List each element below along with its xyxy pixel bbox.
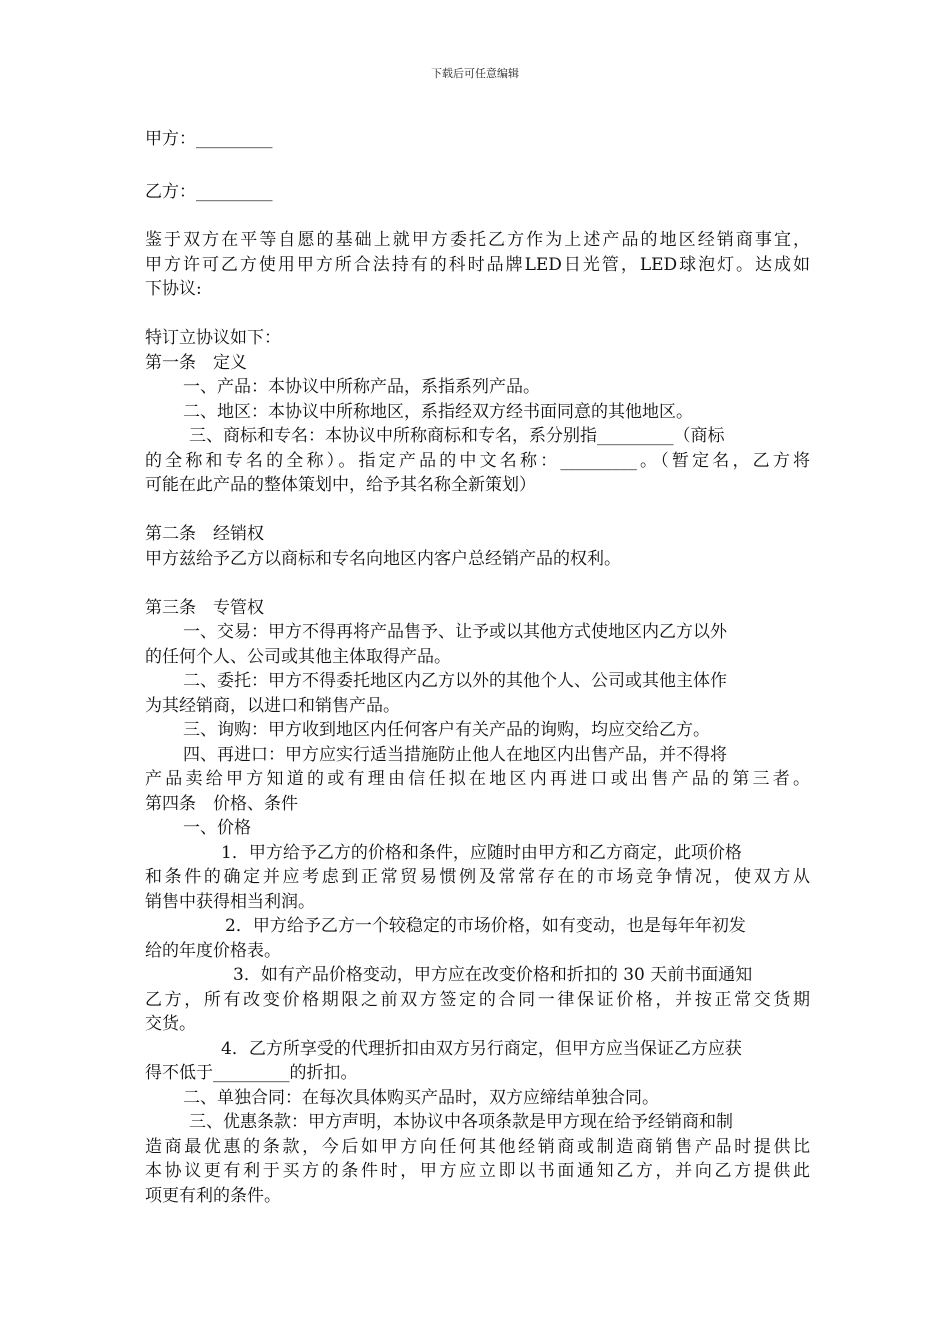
article-heading: 第一条 定义 (145, 353, 247, 373)
clause-line: 的全称和专名的全称）。指定产品的中文名称：_________。（暂定名，乙方将 (145, 451, 810, 471)
clause-line: 三、询购：甲方收到地区内任何客户有关产品的询购，均应交给乙方。 (183, 720, 710, 740)
clause-line: 3．如有产品价格变动，甲方应在改变价格和折扣的 30 天前书面通知 (233, 965, 753, 985)
clause-line: 二、地区：本协议中所称地区，系指经双方经书面同意的其他地区。 (183, 402, 693, 422)
page-header: 下载后可任意编辑 (431, 67, 519, 80)
clause-line: 本协议更有利于买方的条件时，甲方应立即以书面通知乙方，并向乙方提供此 (145, 1161, 810, 1181)
clause-line: 1．甲方给予乙方的价格和条件，应随时由甲方和乙方商定，此项价格 (221, 843, 742, 863)
clause-line: 交货。 (145, 1014, 196, 1034)
article-heading: 第二条 经销权 (145, 524, 264, 544)
sub-heading: 一、价格 (183, 818, 251, 838)
clause-line: 项更有利的条件。 (145, 1186, 281, 1206)
clause-line: 为其经销商，以进口和销售产品。 (145, 696, 400, 716)
clause-line: 得不低于_________的折扣。 (145, 1063, 358, 1083)
clause-line: 一、产品：本协议中所称产品，系指系列产品。 (183, 377, 540, 397)
clause-line: 乙方，所有改变价格期限之前双方签定的合同一律保证价格，并按正常交货期 (145, 990, 810, 1010)
article-heading: 第四条 价格、条件 (145, 794, 298, 814)
clause-line: 和条件的确定并应考虑到正常贸易惯例及常常存在的市场竞争情况，使双方从 (145, 867, 810, 887)
clause-line: 产品卖给甲方知道的或有理由信任拟在地区内再进口或出售产品的第三者。 (145, 769, 810, 789)
clause-line: 甲方兹给予乙方以商标和专名向地区内客户总经销产品的权利。 (145, 549, 621, 569)
clause-line: 的任何个人、公司或其他主体取得产品。 (145, 647, 451, 667)
party-b-line: 乙方：_________ (145, 182, 273, 202)
preamble-line: 下协议: (145, 279, 202, 299)
clause-line: 销售中获得相当利润。 (145, 892, 315, 912)
clause-line: 造商最优惠的条款，今后如甲方向任何其他经销商或制造商销售产品时提供比 (145, 1137, 810, 1157)
clause-line: 二、单独合同：在每次具体购买产品时，双方应缔结单独合同。 (183, 1088, 659, 1108)
clause-line: 4．乙方所享受的代理折扣由双方另行商定，但甲方应当保证乙方应获 (221, 1039, 742, 1059)
clause-line: 2．甲方给予乙方一个较稳定的市场价格，如有变动，也是每年年初发 (225, 916, 746, 936)
party-a-line: 甲方：_________ (145, 129, 273, 149)
preamble-line: 鉴于双方在平等自愿的基础上就甲方委托乙方作为上述产品的地区经销商事宜， (145, 230, 810, 250)
article-heading: 第三条 专管权 (145, 598, 264, 618)
clause-line: 二、委托：甲方不得委托地区内乙方以外的其他个人、公司或其他主体作 (183, 671, 727, 691)
clause-line: 一、交易：甲方不得再将产品售予、让予或以其他方式使地区内乙方以外 (183, 622, 727, 642)
clause-line: 三、优惠条款：甲方声明，本协议中各项条款是甲方现在给予经销商和制 (189, 1112, 733, 1132)
intro-line: 特订立协议如下： (145, 328, 281, 348)
clause-line: 三、商标和专名：本协议中所称商标和专名，系分别指_________（商标 (189, 426, 725, 446)
clause-line: 四、再进口：甲方应实行适当措施防止他人在地区内出售产品，并不得将 (183, 745, 727, 765)
clause-line: 给的年度价格表。 (145, 941, 281, 961)
preamble-line: 甲方许可乙方使用甲方所合法持有的科时品牌LED日光管，LED球泡灯。达成如 (145, 255, 810, 275)
clause-line: 可能在此产品的整体策划中，给予其名称全新策划） (145, 475, 536, 495)
